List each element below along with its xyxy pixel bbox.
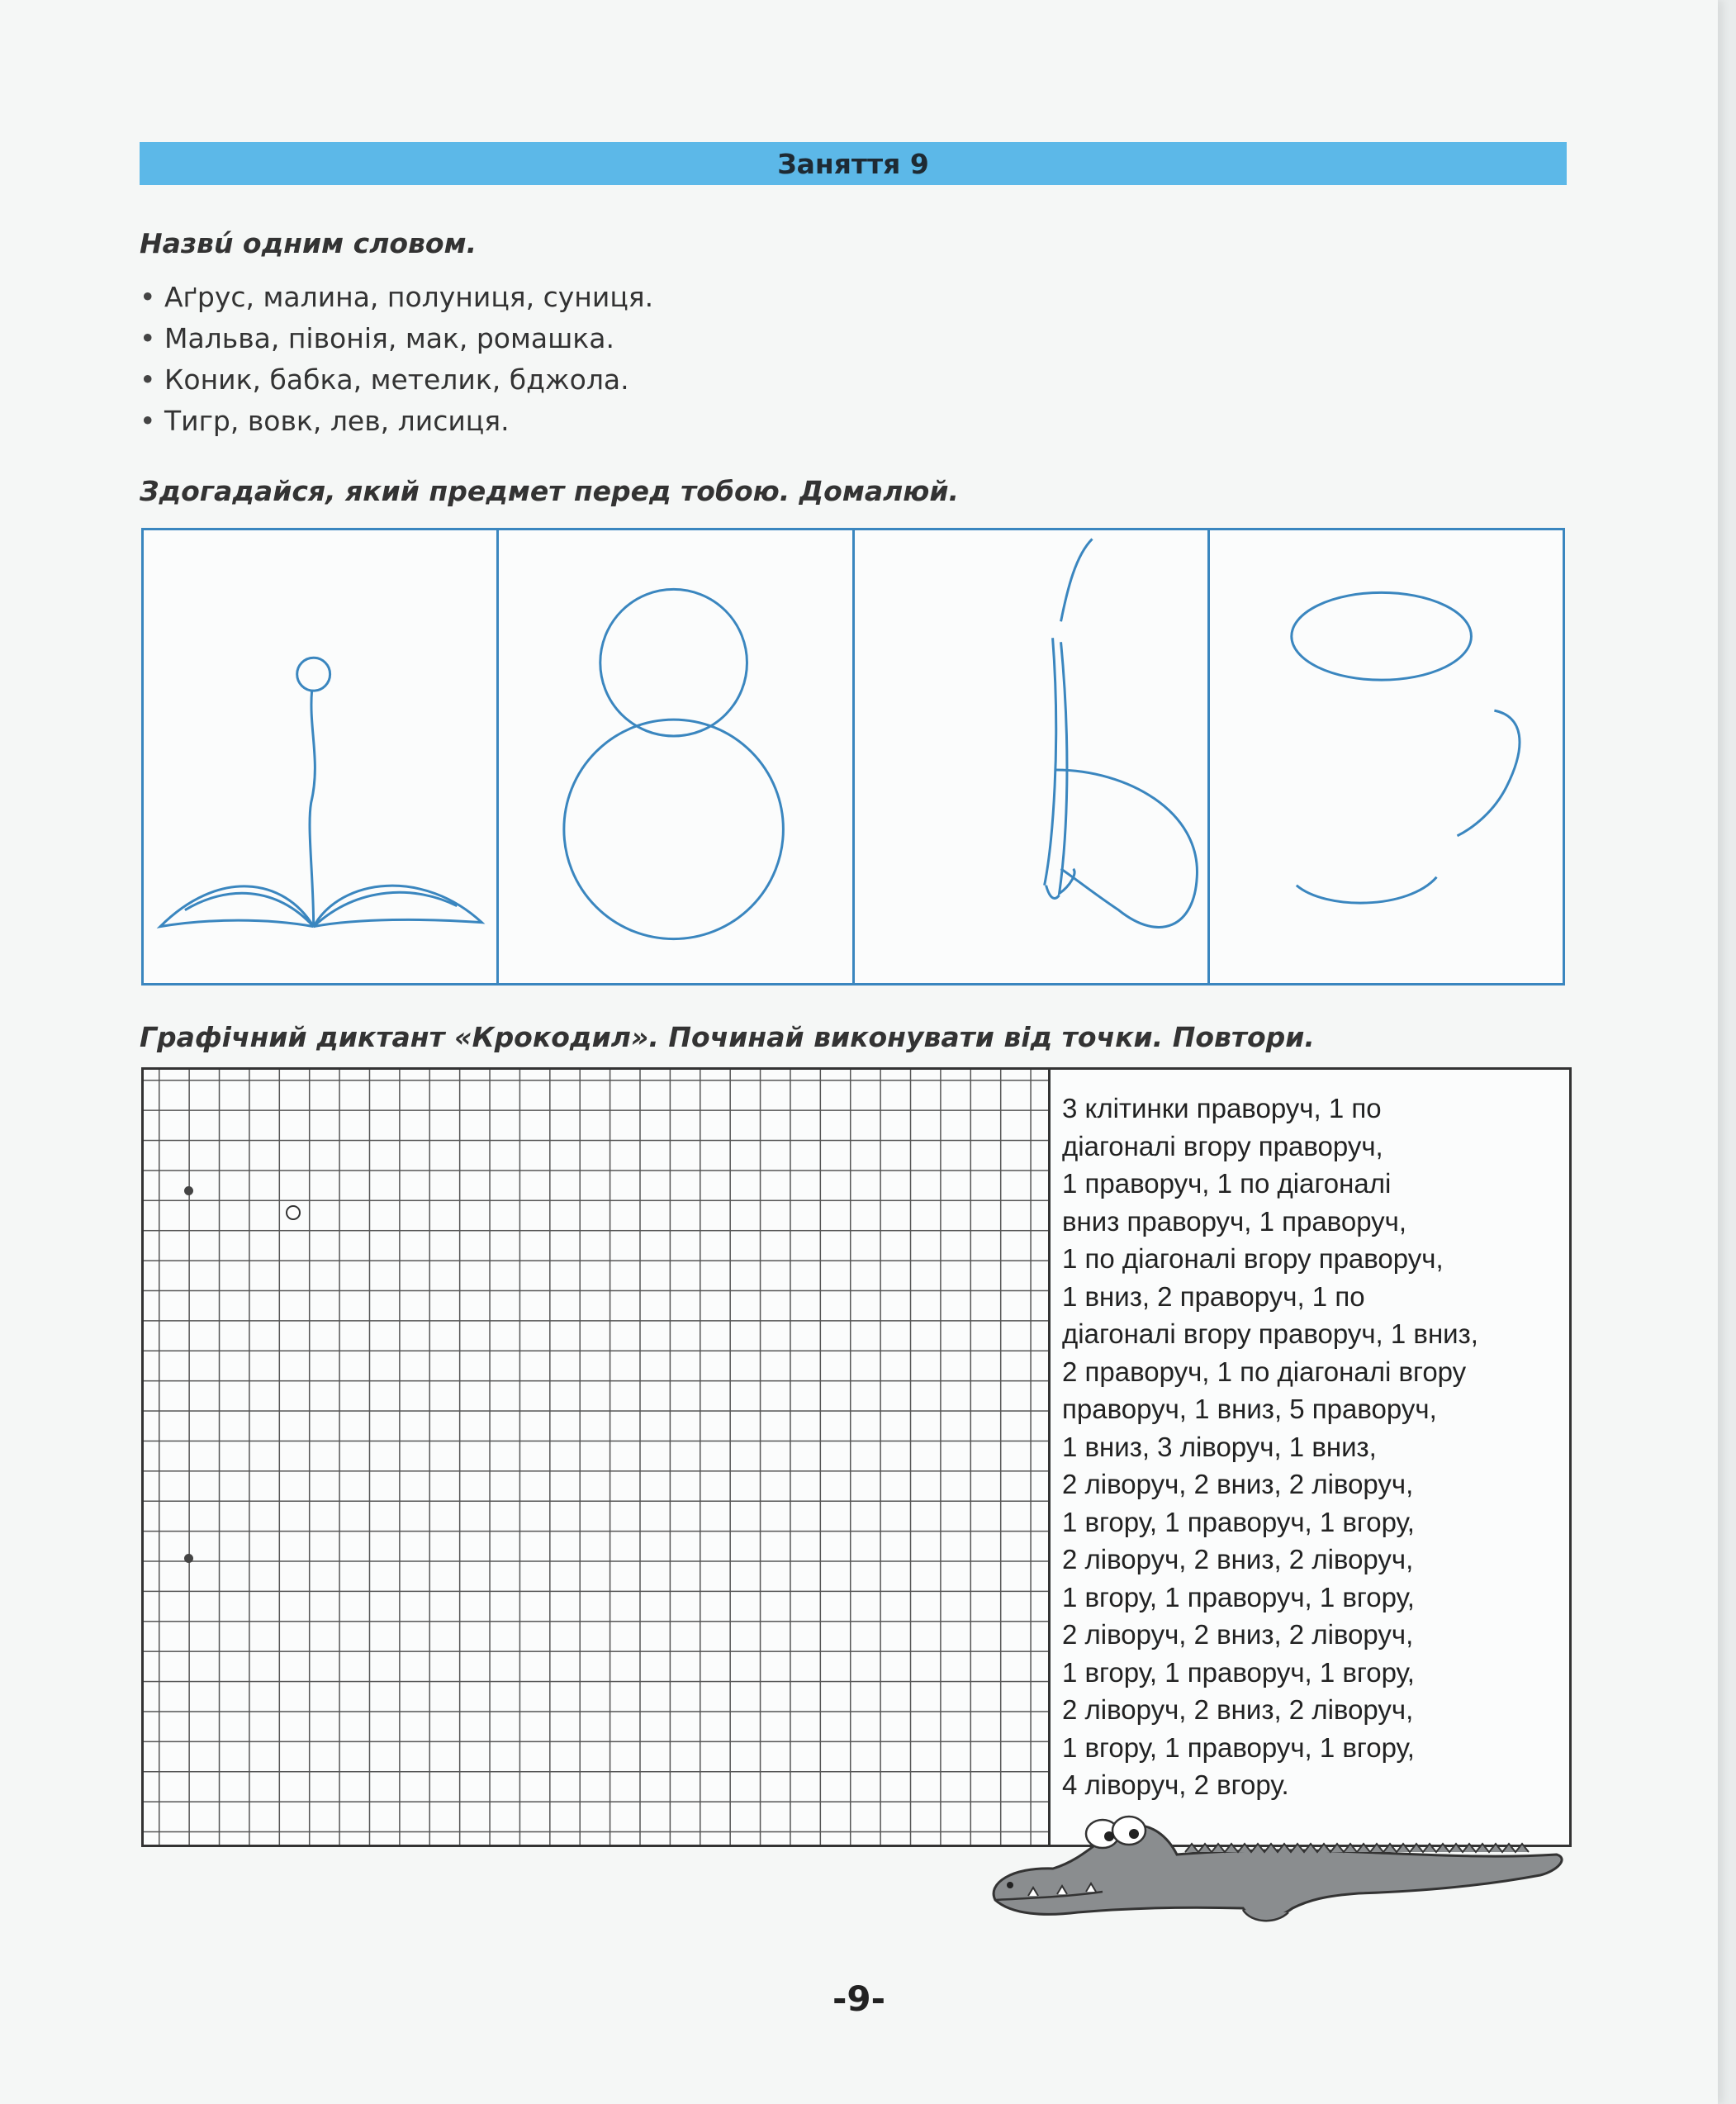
- boot-sketch-icon: [855, 530, 1207, 983]
- lesson-title: Заняття 9: [777, 147, 929, 180]
- second-start-dot[interactable]: [184, 1554, 193, 1563]
- graphic-dictation-box: [141, 1067, 1572, 1847]
- reference-circle: [286, 1205, 301, 1220]
- cup-sketch-icon: [1210, 530, 1563, 983]
- grid-paper[interactable]: [144, 1070, 1051, 1845]
- snowman-sketch-icon: [499, 530, 851, 983]
- crocodile-icon: [979, 1809, 1573, 1929]
- picture-guess-table: [141, 528, 1565, 986]
- picture-cell-cup[interactable]: [1210, 530, 1563, 983]
- page-number: -9-: [832, 1978, 886, 2019]
- dictation-instructions: 3 клітинки праворуч, 1 по діагоналі вгору праворуч, 1 праворуч, 1 по діагоналі вниз праворуч, 1 праворуч, 1 по діагоналі вгору праворуч, 1 вниз, 2 праворуч, 1 по діагоналі вгору праворуч, 1 вниз, 2 праворуч, 1 по діагоналі вгору праворуч, 1 вниз, 5 праворуч, 1 вниз, 3 ліворуч, 1 вниз, 2 ліворуч, 2 вниз, 2 ліворуч, 1 вгору, 1 праворуч, 1 вгору, 2 ліворуч, 2 вниз, 2 ліворуч, 1 вгору, 1 праворуч, 1 вгору, 2 ліворуч, 2 вниз, 2 ліворуч, 1 вгору, 1 праворуч, 1 вгору, 2 ліворуч, 2 вниз, 2 ліворуч, 1 вгору, 1 праворуч, 1 вгору, 4 ліворуч, 2 вгору.: [1062, 1093, 1478, 1800]
- lesson-header-bar: [140, 142, 1567, 185]
- task3-title: Графічний диктант «Крокодил». Починай виконувати від точки. Повтори.: [140, 1021, 1315, 1053]
- list-item: • Мальва, півонія, мак, ромашка.: [140, 318, 653, 359]
- list-item: • Аґрус, малина, полуниця, суниця.: [140, 277, 653, 318]
- list-item: • Коник, бабка, метелик, бджола.: [140, 359, 653, 401]
- task1-list: [140, 277, 653, 442]
- picture-cell-snowman[interactable]: [499, 530, 854, 983]
- list-item: • Тигр, вовк, лев, лисиця.: [140, 401, 653, 442]
- task1-title: Назвú одним словом.: [140, 227, 477, 259]
- start-dot[interactable]: [184, 1186, 193, 1195]
- picture-cell-boot[interactable]: [855, 530, 1210, 983]
- picture-cell-flower[interactable]: [144, 530, 499, 983]
- flower-sketch-icon: [144, 530, 496, 983]
- task2-title: Здогадайся, який предмет перед тобою. Домалюй.: [140, 475, 959, 507]
